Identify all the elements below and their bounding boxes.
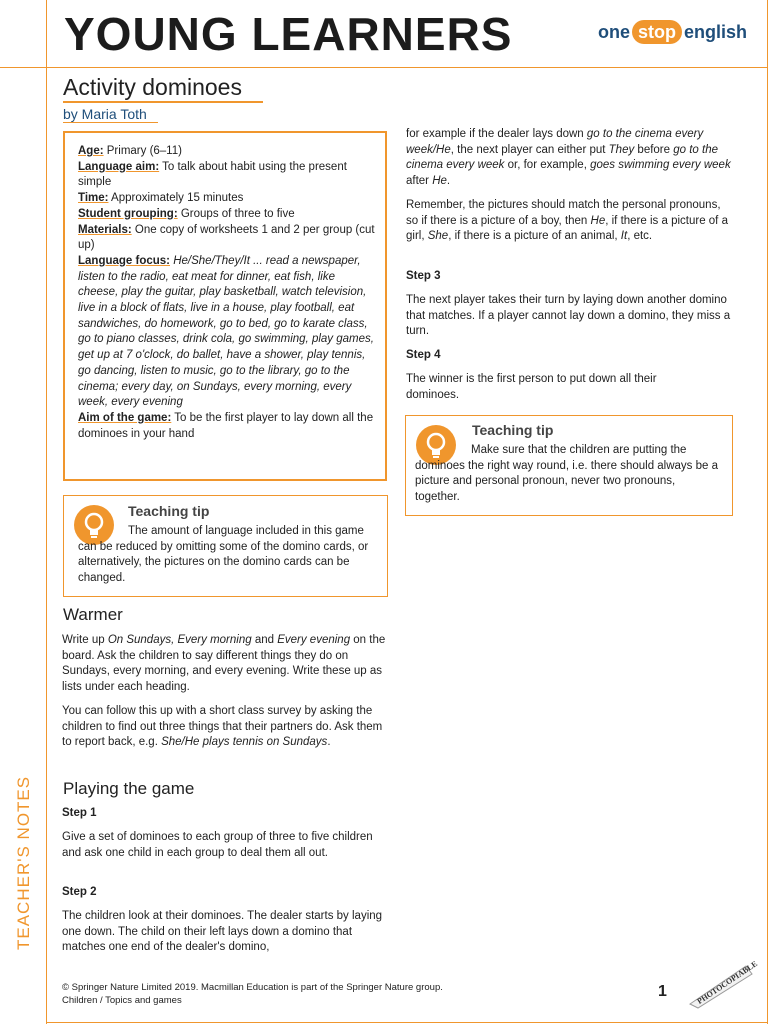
warmer-paragraph-1: Write up On Sundays, Every morning and Every evening on the board. Ask the children to say different things they do on Sundays, every morning, and every evening. Write these up as lists under each heading. [62,634,386,694]
info-language-aim: Language aim: To talk about habit using the present simple [78,160,347,189]
stamp-text: PHOTOCOPIABLE [695,959,760,1006]
step-3-text: The next player takes their turn by laying down another domino that matches. If a player cannot lay down a domino, they miss a turn. [406,294,731,338]
warmer-heading: Warmer [63,605,123,624]
warmer-paragraph-2: You can follow this up with a short class survey by asking the children to find out three things that their partners do. Ask them to report back, e.g. She/He plays tennis on Sundays. [62,705,383,749]
masthead-title: YOUNG LEARNERS [64,8,513,60]
info-grouping: Student grouping: Groups of three to five [78,207,295,220]
brand-english: english [684,22,748,42]
teaching-tip-title: Teaching tip [128,503,210,519]
brand-stop: stop [632,20,682,44]
side-label-text: TEACHER'S NOTES [14,775,33,950]
lesson-info-box [63,131,387,481]
lesson-info-text [78,144,378,442]
info-materials: Materials: One copy of worksheets 1 and 2 per group (cut up) [78,223,375,252]
playing-heading: Playing the game [63,779,195,798]
step-4-text: The winner is the first person to put down all their dominoes. [406,373,657,401]
onestopenglish-logo [598,20,747,44]
info-language-focus: Language focus: He/She/They/It ... read a newspaper, listen to the radio, eat meat for dinner, eat fish, like cheese, play the guitar, play basketball, watch television, live in a block of flats, live in a house, play football, eat sandwiches, do homework, go to bed, go to karate class, go to piano classes, drink cola, go swimming, play games, get up at 7 o'clock, do ballet, have a shower, play tennis, go dancing, listen to music, go to the library, go to the cinema; every day, on Sundays, every morning, every week, every evening [78,254,374,409]
title-underline [63,101,263,103]
info-aim-of-game: Aim of the game: To be the first player to lay down all the dominoes in your hand [78,411,374,440]
info-age: Age: Primary (6–11) [78,145,182,157]
teaching-tip-title: Teaching tip [472,422,554,438]
left-border-line [46,0,47,1024]
author-byline: by Maria Toth [63,106,147,122]
brand-one: one [598,22,631,42]
step-4-heading: Step 4 [406,349,441,361]
byline-underline [63,122,158,123]
side-label [14,775,38,970]
step-2-continued: for example if the dealer lays down go to the cinema every week/He, the next player can either put They before go to the cinema every week or, for example, goes swimming every week after He. [406,128,731,188]
page-number: 1 [658,983,667,1000]
footer-copyright: © Springer Nature Limited 2019. Macmillan Education is part of the Springer Nature group. [62,982,443,993]
footer [62,981,443,1007]
step-1-heading: Step 1 [62,807,97,819]
teaching-tip-box-1 [63,495,388,597]
step-1-text: Give a set of dominoes to each group of three to five children and ask one child in each group to deal them all out. [62,831,373,859]
teaching-tip-body: Make sure that the children are putting the dominoes the right way round, i.e. there should always be a picture and personal pronoun, never two pronouns, together. [415,444,719,504]
teaching-tip-body: The amount of language included in this game can be reduced by omitting some of the domino cards, or alternatively, the pictures on the domino cards can be changed. [78,525,369,585]
page-title: Activity dominoes [63,74,242,100]
footer-category: Children / Topics and games [62,995,182,1006]
pronoun-note: Remember, the pictures should match the personal pronouns, so if there is a picture of a boy, then He, if there is a picture of a girl, She, if there is a picture of an animal, It, etc. [406,199,728,243]
header-divider [0,67,768,68]
info-time: Time: Approximately 15 minutes [78,192,244,205]
bottom-border-line [46,1022,768,1023]
step-2-heading: Step 2 [62,886,97,898]
teaching-tip-box-2 [405,415,733,516]
step-2-text: The children look at their dominoes. The dealer starts by laying one down. The child on their left lays down a domino that matches one end of the dealer's domino, [62,910,383,954]
photocopiable-stamp [686,959,760,1010]
step-3-heading: Step 3 [406,270,441,282]
